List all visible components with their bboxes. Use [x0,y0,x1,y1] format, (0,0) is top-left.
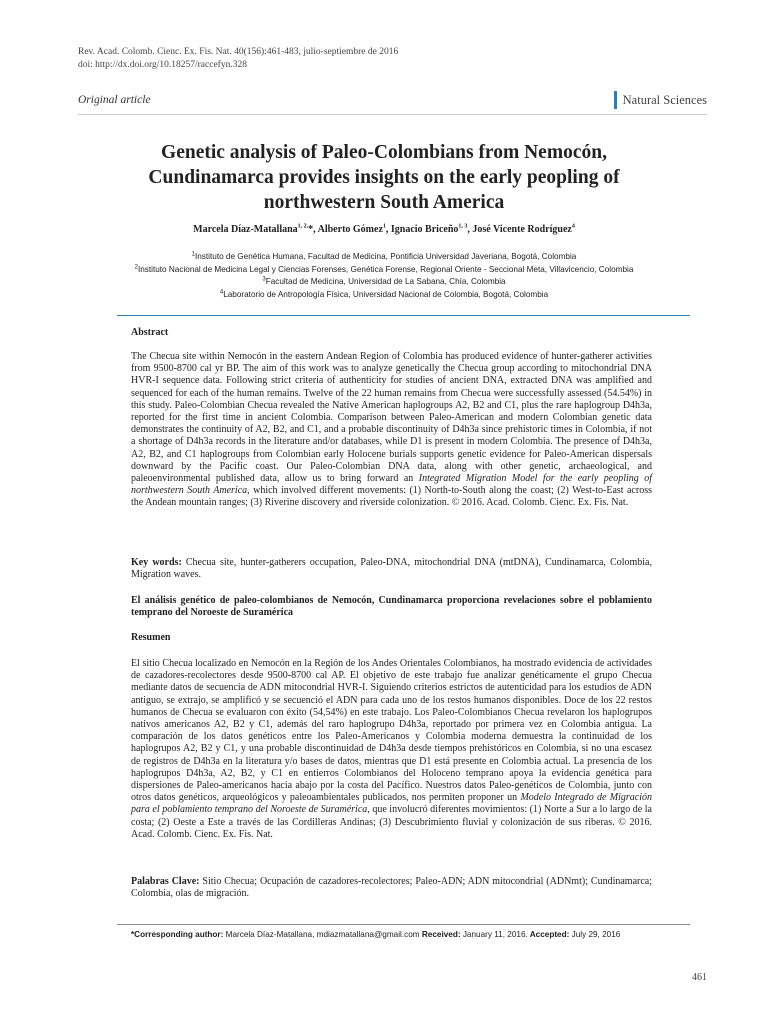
resumen-text: El sitio Checua localizado en Nemocón en la Región de los Andes Orientales Colombianos, ha mostrado evidencia de actividades de cazadores-recolectores desde 9500-8700 cal AP. El objetivo de este trabajo fue analizar genéticamente el grupo Checua mediante datos de secuencia de ADN mitocondrial HVR-I. Siguiendo criterios estrictos de autenticidad para los estudios de ADN antiguo, se extrajo, se amplificó y se secuenció el ADN para cada uno de los restos humanos disponibles. Doce de los 22 restos humanos de Checua se evaluaron con éxito (54,54%) en este trabajo. Los Paleo-Colombianos Checua revelaron los haplogrupos nativos americanos A2, B2 y C1, además del raro haplogrupo D4h3a, reportado por primera vez en Colombia antigua. La comparación de los datos genéticos entre los Paleo-Americanos y Colombia moderna demuestra la continuidad de los haplogrupos A2, B2 y C1, y una probable discontinuidad de D4h3a desde tiempos prehistóricos en Colombia, si no una escasez de registros de D4h3a en la literatura y/o bases de datos, mientras que D1 está presente en Colombia actual. La presencia de los haplogrupos D4h3a, A2, B2, y C1 en entierros Colombianos del Holoceno temprano apoya la evidencia genética para dispersiones de Paleo-americanos hacia abajo por la costa del Pacífico. Nuestros datos Paleo-genéticos de Colombia, junto con otros datos genéticos, arqueológicos y paleoambientales publicados, nos permiten proponer un [131,658,652,804]
accepted-label: Accepted: [527,930,570,939]
author-name: José Vicente Rodríguez [472,224,572,235]
affiliation [60,289,708,302]
author-list [60,224,708,235]
keywords [131,557,652,581]
abstract-body [131,351,652,510]
affiliation [60,276,708,289]
keywords-label: Key words: [131,557,182,568]
affil-sup: 2 [134,263,138,270]
affil-sup: 3 [262,276,266,283]
corresponding-author [131,930,661,939]
author-name: Ignacio Briceño [390,224,459,235]
corr-text: Marcela Díaz-Matallana, mdiazmatallana@gmail.com [223,930,420,939]
accepted-date: July 29, 2016 [569,930,621,939]
footnote-rule [117,924,690,925]
affil-text: Laboratorio de Antropología Física, Universidad Nacional de Colombia, Bogotá, Colombia [223,289,549,299]
header-rule [78,114,707,115]
affiliation [60,264,708,277]
journal-header [78,46,398,71]
author-name: Alberto Gómez [317,224,383,235]
author-name: Marcela Díaz-Matallana [193,224,298,235]
resumen-body [131,658,652,841]
citation-line: Rev. Acad. Colomb. Cienc. Ex. Fis. Nat. 40(156):461-483, julio-septiembre de 2016 [78,47,399,57]
author-sup: 4 [571,223,575,230]
abstract-text-end: , which involved different movements: (1) North-to-South along the coast; (2) West-to-East across the Andean mountain ranges; (3) Riverine discovery and riverside colonization. © 2016. Acad. Colomb. Cienc. Ex. Fis. Nat. [131,485,652,509]
affil-text: Instituto Nacional de Medicina Legal y Ciencias Forenses, Genética Forense, Regional Oriente - Seccional Meta, Villavicencio, Colombia [137,264,634,274]
author-sep: , [385,224,391,235]
received-label: Received: [419,930,461,939]
received-date: January 11, 2016. [460,930,528,939]
doi-line[interactable]: doi: http://dx.doi.org/10.18257/raccefyn.328 [78,59,247,70]
affil-text: Facultad de Medicina, Universidad de La Sabana, Chía, Colombia [265,277,506,286]
author-sep: *, [308,224,318,235]
keywords-text: Checua site, hunter-gatherers occupation, Paleo-DNA, mitochondrial DNA (mtDNA), Cundinamarca, Colombia, Migration waves. [131,557,652,581]
resumen-text-end: , que involucró diferentes movimientos: (1) Norte a Sur a lo largo de la costa; (2) Oeste a Este a través de las Cordilleras Andinas; (3) Descubrimiento fluvial y colonización de sus riberas. © 2016. Acad. Colomb. Cienc. Ex. Fis. Nat. [131,804,652,840]
section-label: Natural Sciences [614,91,707,109]
abstract-heading: Abstract [131,327,169,338]
paper-title: Genetic analysis of Paleo-Colombians from Nemocón, Cundinamarca provides insights on the early peopling of northwestern South America [148,142,620,213]
affil-sup: 1 [191,251,195,258]
resumen-italic: Modelo Integrado de Migración para el poblamiento temprano del Noroeste de Suramérica [131,792,652,816]
page-number: 461 [692,972,707,983]
author-sup: 1 [382,223,386,230]
affiliation [60,251,708,264]
resumen-heading: Resumen [131,632,171,643]
abstract-italic: Integrated Migration Model for the early peopling of northwestern South America [131,473,652,497]
corr-label: *Corresponding author: [131,930,224,939]
author-sup: 1, 2, [297,223,309,230]
abstract-rule [117,315,690,316]
spanish-title: El análisis genético de paleo-colombianos de Nemocón, Cundinamarca proporciona revelaciones sobre el poblamiento temprano del Noroeste de Suramérica [131,595,652,619]
affil-sup: 4 [219,288,224,295]
article-type: Original article [78,94,151,106]
author-sep: , [467,224,473,235]
palabras-text: Sitio Checua; Ocupación de cazadores-recolectores; Paleo-ADN; ADN mitocondrial (ADNmt); Cundinamarca; Colombia, olas de migración. [131,876,652,900]
abstract-text: The Checua site within Nemocón in the eastern Andean Region of Colombia has produced evidence of hunter-gatherer activities from 9500-8700 cal yr BP. The aim of this work was to analyze genetically the Checua group according to mitochondrial DNA HVR-I sequence data. Following strict criteria of authenticity for studies of ancient DNA, extracted DNA was amplified and sequenced for each of the human remains. Twelve of the 22 human remains from Checua were successfully assessed (54.54%) in this study. Paleo-Colombian Checua revealed the Native American haplogroups A2, B2 and C1, plus the rare haplogroup D4h3a, reported for the first time in ancient Colombia. Comparison between Paleo-American and modern Colombian genetic data demonstrates the continuity of A2, B2, and C1, and a probable discontinuity of D4h3a since prehistoric times in Colombia, if not a shortage of D4h3a records in the literature and/or databases, while D1 is present in modern Colombia. The presence of D4h3a, A2, B2, and C1 haplogroups from Colombian early Holocene burials supports genetic evidence for Paleo-American dispersals downward by the Pacific coast. Our Paleo-Colombian DNA data, along with other genetic, archaeological, and paleoenvironmental published data, allow us to bring forward an [131,351,652,485]
palabras-label: Palabras Clave: [131,876,200,887]
palabras-clave [131,876,652,900]
affil-text: Instituto de Genética Humana, Facultad de Medicina, Pontificia Universidad Javeriana, Bogotá, Colombia [194,252,577,261]
author-sup: 1, 3 [458,223,468,230]
affiliations [60,251,708,301]
